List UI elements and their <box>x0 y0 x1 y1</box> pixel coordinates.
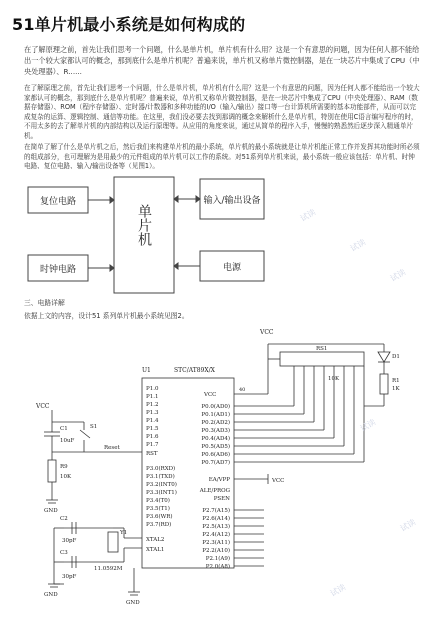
s1-label: S1 <box>90 424 98 430</box>
section-heading: 三、电路详解 <box>24 299 65 307</box>
r9-value: 10K <box>60 474 72 480</box>
pin-label: P2.1(A9) <box>205 556 230 562</box>
pin-label: P0.5(AD5) <box>201 444 230 450</box>
xtal2-pin-label: XTAL2 <box>146 537 165 543</box>
u1-label: U1 <box>142 367 151 374</box>
pin-label: P2.4(A12) <box>202 532 230 538</box>
pin-label: P1.0 <box>146 386 159 392</box>
pin-label: P1.6 <box>146 434 159 440</box>
pin-label: P3.2(INT0) <box>146 482 177 488</box>
d1-label: D1 <box>392 354 400 360</box>
pin-label: P1.1 <box>146 394 159 400</box>
power-label: 电源 <box>222 263 242 273</box>
pin40-label: 40 <box>239 387 246 393</box>
watermark: 试读 <box>348 237 368 254</box>
intro-paragraph: 在了解原理之前，首先让我们思考一个问题，什么是单片机，单片机有什么用？这是一个有意思的问题，因为任何人都不能给出一个较大家都认可的概念，那到底什么是单片机呢？普遍来说，单片机又称单片微控制器，是在一块芯片中集成了CPU（中央处理器）、R...... <box>24 45 420 76</box>
pin-label: P1.4 <box>146 418 159 424</box>
pin-label: P0.7(AD7) <box>201 460 230 466</box>
c2-value: 30pF <box>62 538 77 544</box>
c3-label: C3 <box>60 550 68 556</box>
pin-label: P1.5 <box>146 426 159 432</box>
rst-pin-label: RST <box>146 451 158 457</box>
watermark: 试读 <box>328 582 348 599</box>
gnd-crystal-label: GND <box>44 592 58 598</box>
pin-label: P2.6(A14) <box>202 516 230 522</box>
rs1-label: RS1 <box>316 346 328 352</box>
pin-label: P2.0(A8) <box>205 564 230 570</box>
io-label: 输入/输出设备 <box>203 196 261 206</box>
schematic-diagram <box>24 322 420 612</box>
watermark: 试读 <box>298 207 318 224</box>
gnd-reset-label: GND <box>44 508 58 514</box>
pin-label: P3.4(T0) <box>146 498 170 504</box>
c2-label: C2 <box>60 516 68 522</box>
block-diagram <box>24 175 270 295</box>
pin-label: P1.7 <box>146 442 159 448</box>
watermark: 试读 <box>398 517 418 534</box>
psen-pin-label: PSEN <box>213 496 230 502</box>
r9-label: R9 <box>60 464 68 470</box>
pin-label: P0.3(AD3) <box>201 428 230 434</box>
section-text: 依据上文的内容，设计51 系列单片机最小系统见图2。 <box>24 312 189 320</box>
reset-net-label: Reset <box>104 445 120 451</box>
rs1-value: 10K <box>328 376 340 382</box>
pin-label: P3.7(RD) <box>146 522 172 528</box>
page-title: 51单片机最小系统是如何构成的 <box>12 15 246 34</box>
watermark: 试读 <box>358 417 378 434</box>
vcc-pin-label: VCC <box>204 392 217 398</box>
pin-label: P1.2 <box>146 402 159 408</box>
clock-label: 时钟电路 <box>39 265 77 275</box>
pin-label: P3.0(RXD) <box>146 466 176 472</box>
pin-label: P0.6(AD6) <box>201 452 230 458</box>
body-paragraph-1: 在了解原理之前，首先让我们思考一个问题，什么是单片机，单片机有什么用？这是一个有意思的问题，因为任何人都不能给出一个较大家都认可的概念，那到底什么是单片机呢？普遍来说，单片机又称单片微控制器，是在一块芯片中集成了CPU（中央处理器）、RAM（数据存储器）、ROM（程序存储器）、定时器/计数器和多种功能的I/O（输入/输出）接口等一台计算机所需要的基本功能部件，从而可以完成复杂的运算、逻辑控制、通信等功能。在这里，我们没必要去找到那调的概念来解析什么是单片机，特别在使用C语言编写程序的时，不用太多的去了解单片机的内部结构以及运行原理等。从应用的角度来说，通过从简单的程序入手，慢慢的熟悉然后逐步深入精通单片机。 <box>24 84 420 140</box>
pin-label: P3.5(T1) <box>146 506 170 512</box>
pin-label: P2.2(A10) <box>202 548 230 554</box>
xtal1-pin-label: XTAL1 <box>146 547 165 553</box>
c1-value: 10uF <box>60 438 75 444</box>
body-paragraph-2: 在简单了解了什么是单片机之后，然后我们来构建单片机的最小系统，单片机的最小系统就是让单片机能正常工作并发挥其功能时所必须的组成部分，也可理解为是用最少的元件组成的单片机可以工作的系统。对51系列单片机来说，最小系统一般应该包括：单片机、时钟电路、复位电路、输入/输出设备等（见图1）。 <box>24 143 420 171</box>
mcu-label: 单片机 <box>136 204 152 246</box>
watermark: 试读 <box>388 267 408 284</box>
pin-label: P3.3(INT1) <box>146 490 177 496</box>
pin-label: P1.3 <box>146 410 159 416</box>
c3-value: 30pF <box>62 574 77 580</box>
chip-label: STC/AT89X/X <box>174 367 215 374</box>
reset-label: 复位电路 <box>39 197 77 207</box>
ale-pin-label: ALE/PROG <box>199 488 230 494</box>
pin-label: P0.0(AD0) <box>201 404 230 410</box>
pin-label: P0.2(AD2) <box>201 420 230 426</box>
pin-label: P2.3(A11) <box>202 540 230 546</box>
r1-label: R1 <box>392 378 400 384</box>
y1-label: Y1 <box>120 530 128 536</box>
pin-label: P0.4(AD4) <box>201 436 230 442</box>
pin-label: P0.1(AD1) <box>201 412 230 418</box>
vcc-top-label: VCC <box>260 329 274 336</box>
ea-vcc-label: VCC <box>272 478 285 484</box>
vcc-reset-label: VCC <box>36 403 50 410</box>
pin-label: P2.7(A15) <box>202 508 230 514</box>
ea-pin-label: EA/VPP <box>208 477 230 483</box>
y1-value: 11.0592M <box>94 566 123 572</box>
pin-label: P3.6(WR) <box>146 514 173 520</box>
gnd-mcu-label: GND <box>126 600 140 606</box>
pin-label: P3.1(TXD) <box>146 474 175 480</box>
c1-label: C1 <box>60 426 68 432</box>
r1-value: 1K <box>392 386 400 392</box>
pin-label: P2.5(A13) <box>202 524 230 530</box>
